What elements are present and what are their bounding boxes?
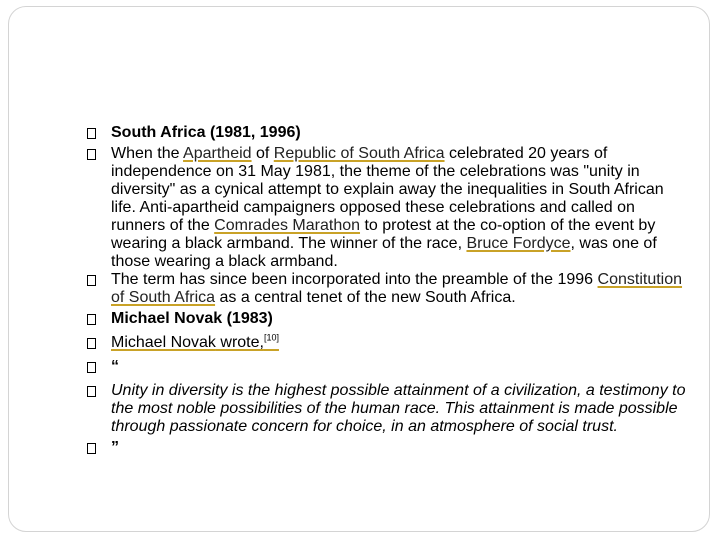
comrades-marathon-link[interactable]: Comrades Marathon — [214, 217, 361, 234]
text-span: to protest at the co-option of the event by wearing a black armband. The winner of the race, — [111, 217, 656, 252]
list-item — [87, 145, 687, 271]
paragraph — [111, 334, 687, 352]
bruce-fordyce-link[interactable]: Bruce Fordyce — [466, 235, 571, 252]
text-span: as a central tenet of the new South Africa. — [215, 289, 516, 306]
apartheid-link[interactable]: Apartheid — [183, 145, 252, 162]
list-item — [87, 358, 687, 379]
square-bullet-icon — [87, 439, 111, 460]
text-span[interactable]: wrote,[10] — [215, 332, 279, 351]
citation-ref[interactable]: [10] — [263, 332, 279, 343]
square-bullet-icon — [87, 271, 111, 292]
open-quote-mark: “ — [111, 358, 119, 375]
constitution-link[interactable]: Constitution of South Africa — [111, 271, 683, 306]
list-item — [87, 271, 687, 307]
list-item — [87, 334, 687, 355]
section-heading: South Africa (1981, 1996) — [111, 124, 301, 141]
bullet-list — [87, 124, 687, 460]
list-item — [87, 124, 687, 145]
square-bullet-icon — [87, 310, 111, 331]
quotation-text: Unity in diversity is the highest possible attainment of a civilization, a testimony to the most noble possibilities of the human race. This attainment is made possible through passionate concern for choice, in an atmosphere of social trust. — [111, 382, 686, 435]
text-span: celebrated 20 years of independence on 31 May 1981, the theme of the celebrations was "unity in diversity" as a cynical attempt to explain away the inequalities in South African life. Anti-apartheid campaigners opposed these celebrations and called on runners of the — [111, 145, 664, 234]
text-span: , was one of those wearing a black armband. — [111, 235, 657, 270]
paragraph — [111, 145, 687, 271]
list-item — [87, 382, 687, 436]
square-bullet-icon — [87, 145, 111, 166]
list-item — [87, 310, 687, 331]
republic-of-south-africa-link[interactable]: Republic of South Africa — [273, 145, 445, 162]
section-heading: Michael Novak (1983) — [111, 310, 273, 327]
text-span: of — [251, 145, 274, 162]
square-bullet-icon — [87, 124, 111, 145]
paragraph — [111, 271, 687, 307]
slide-frame — [8, 6, 710, 532]
list-item — [87, 439, 687, 460]
michael-novak-link[interactable]: Michael Novak — [111, 334, 216, 351]
text-span: The term has since been incorporated into the preamble of the 1996 — [111, 271, 598, 288]
square-bullet-icon — [87, 382, 111, 403]
close-quote-mark: ” — [111, 439, 119, 456]
text-span: When the — [111, 145, 184, 162]
square-bullet-icon — [87, 334, 111, 355]
square-bullet-icon — [87, 358, 111, 379]
